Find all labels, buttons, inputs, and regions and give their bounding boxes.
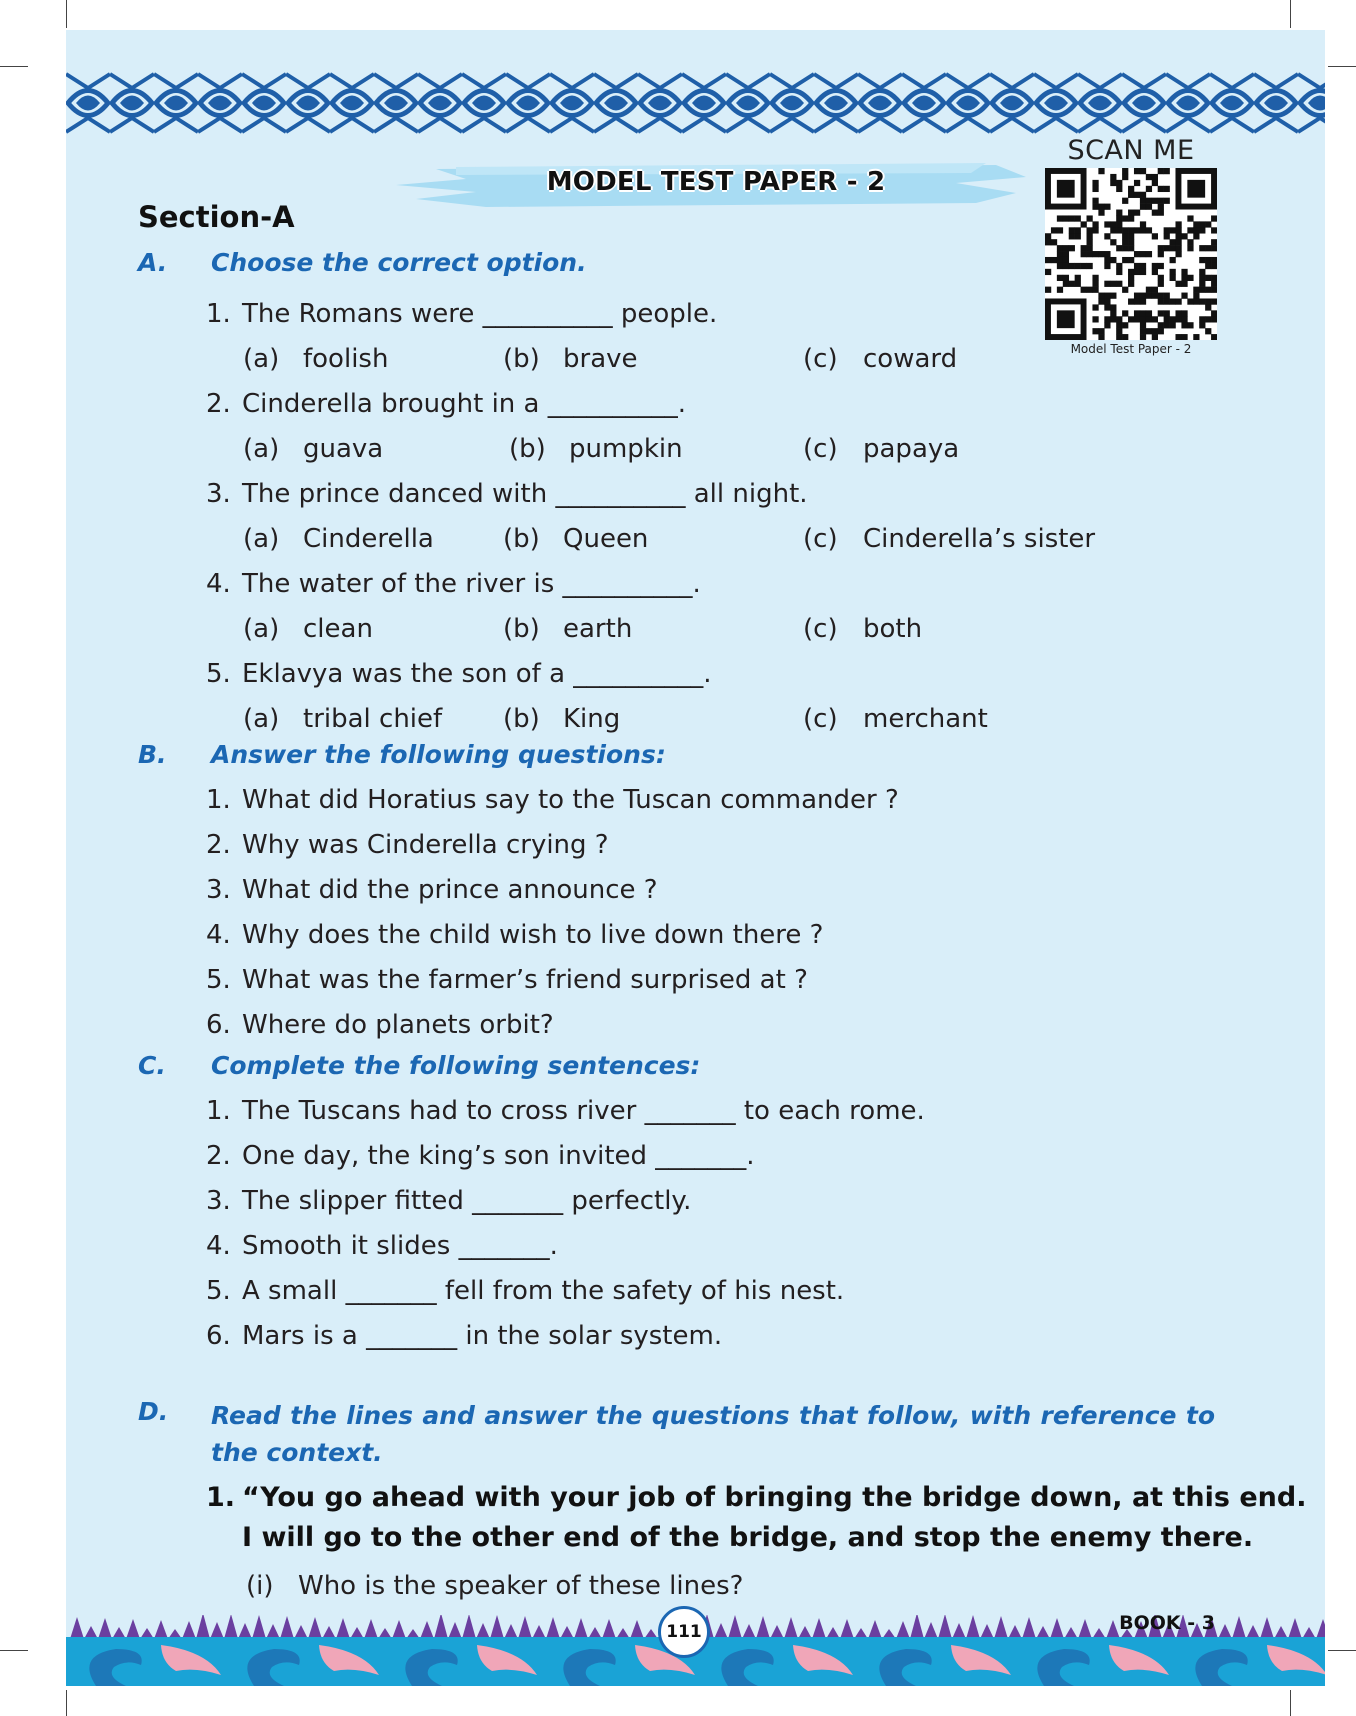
page-number: 111 — [658, 1606, 710, 1658]
question-text: Why does the child wish to live down there ? — [242, 920, 824, 950]
question-text: Why was Cinderella crying ? — [242, 830, 609, 860]
crop-mark — [66, 0, 67, 28]
section-heading-text: Choose the correct option. — [211, 248, 587, 277]
border-motif — [506, 74, 550, 132]
scan-me-label: SCAN ME — [1067, 135, 1195, 166]
crop-mark — [1328, 1650, 1356, 1651]
option-label: (b) — [509, 434, 546, 464]
question-number: 1. — [206, 1096, 231, 1126]
page-title: MODEL TEST PAPER - 2 — [546, 167, 886, 197]
option-value: King — [563, 704, 621, 734]
section-letter: C. — [138, 1051, 166, 1080]
border-motif — [594, 74, 638, 132]
passage-line-2: I will go to the other end of the bridge, and stop the enemy there. — [242, 1522, 1254, 1553]
question-text: A small _______ fell from the safety of his nest. — [242, 1276, 845, 1306]
border-motif — [154, 74, 198, 132]
option-value: guava — [303, 434, 384, 464]
book-label: BOOK - 3 — [1119, 1612, 1215, 1634]
question-text: What did the prince announce ? — [242, 875, 658, 905]
question-text: Eklavya was the son of a __________. — [242, 659, 712, 689]
question-number: 1. — [206, 299, 231, 329]
option-label: (b) — [503, 614, 540, 644]
worksheet-page — [66, 30, 1325, 1686]
section-letter: D. — [138, 1397, 169, 1426]
crop-mark — [66, 1690, 67, 1716]
border-motif — [1122, 74, 1166, 132]
option-label: (a) — [243, 704, 280, 734]
qr-block — [1036, 135, 1226, 356]
option-label: (c) — [803, 704, 838, 734]
border-motif — [66, 74, 110, 132]
option-value: tribal chief — [303, 704, 443, 734]
question-number: 4. — [206, 569, 231, 599]
question-number: 4. — [206, 1231, 231, 1261]
question-number: 3. — [206, 479, 231, 509]
question-number: 2. — [206, 1141, 231, 1171]
qr-code[interactable] — [1045, 168, 1217, 340]
question-number: 3. — [206, 1186, 231, 1216]
option-label: (c) — [803, 614, 838, 644]
crop-mark — [1328, 66, 1356, 67]
option-value: Cinderella — [303, 524, 434, 554]
section-title: Section-A — [138, 200, 295, 234]
sub-question-label: (i) — [246, 1571, 274, 1601]
question-number: 2. — [206, 389, 231, 419]
option-value: merchant — [863, 704, 988, 734]
question-number: 5. — [206, 965, 231, 995]
question-number: 5. — [206, 659, 231, 689]
border-motif — [814, 74, 858, 132]
border-motif — [550, 74, 594, 132]
border-motif — [1078, 74, 1122, 132]
option-label: (a) — [243, 344, 280, 374]
border-motif — [902, 74, 946, 132]
option-value: clean — [303, 614, 373, 644]
section-heading-text: Answer the following questions: — [211, 740, 666, 769]
border-motif — [198, 74, 242, 132]
option-value: coward — [863, 344, 958, 374]
border-motif — [286, 74, 330, 132]
section-heading-text: Read the lines and answer the questions that follow, with reference to the context. — [211, 1401, 1215, 1467]
border-motif — [682, 74, 726, 132]
border-motif — [242, 74, 286, 132]
border-motif — [990, 74, 1034, 132]
question-text: The prince danced with __________ all night. — [242, 479, 808, 509]
passage-number: 1. — [206, 1482, 236, 1513]
border-motif — [638, 74, 682, 132]
option-label: (c) — [803, 524, 838, 554]
question-text: What did Horatius say to the Tuscan commander ? — [242, 785, 899, 815]
border-motif — [858, 74, 902, 132]
border-motif — [1210, 74, 1254, 132]
option-label: (a) — [243, 614, 280, 644]
border-motif — [110, 74, 154, 132]
crop-mark — [1290, 0, 1291, 28]
border-motif — [462, 74, 506, 132]
border-motif — [330, 74, 374, 132]
option-value: papaya — [863, 434, 960, 464]
option-label: (b) — [503, 524, 540, 554]
border-motif — [726, 74, 770, 132]
option-label: (b) — [503, 704, 540, 734]
question-number: 6. — [206, 1321, 231, 1351]
option-label: (a) — [243, 434, 280, 464]
border-motif — [418, 74, 462, 132]
crop-mark — [0, 1650, 28, 1651]
option-value: Cinderella’s sister — [863, 524, 1096, 554]
question-text: Smooth it slides _______. — [242, 1231, 558, 1261]
section-letter: B. — [138, 740, 167, 769]
section-letter: A. — [138, 248, 168, 277]
option-label: (c) — [803, 344, 838, 374]
option-value: pumpkin — [569, 434, 683, 464]
option-label: (c) — [803, 434, 838, 464]
question-number: 2. — [206, 830, 231, 860]
qr-caption: Model Test Paper - 2 — [1070, 342, 1192, 356]
border-motif — [770, 74, 814, 132]
option-label: (b) — [503, 344, 540, 374]
question-text: The Tuscans had to cross river _______ to each rome. — [242, 1096, 925, 1126]
option-value: both — [863, 614, 923, 644]
question-number: 3. — [206, 875, 231, 905]
sub-question-text: Who is the speaker of these lines? — [298, 1571, 744, 1601]
border-motif — [1034, 74, 1078, 132]
border-motif — [1254, 74, 1298, 132]
question-number: 4. — [206, 920, 231, 950]
option-label: (a) — [243, 524, 280, 554]
question-text: Cinderella brought in a __________. — [242, 389, 686, 419]
question-text: What was the farmer’s friend surprised at ? — [242, 965, 808, 995]
question-text: The Romans were __________ people. — [242, 299, 718, 329]
question-text: The slipper fitted _______ perfectly. — [242, 1186, 692, 1216]
crop-mark — [0, 66, 28, 67]
border-motif — [1166, 74, 1210, 132]
question-text: One day, the king’s son invited _______. — [242, 1141, 755, 1171]
option-value: Queen — [563, 524, 649, 554]
question-text: Where do planets orbit? — [242, 1010, 554, 1040]
question-number: 6. — [206, 1010, 231, 1040]
border-motif — [374, 74, 418, 132]
border-motif — [1298, 74, 1325, 132]
crop-mark — [1290, 1690, 1291, 1716]
border-motif — [946, 74, 990, 132]
question-text: The water of the river is __________. — [242, 569, 701, 599]
decorative-border — [66, 60, 1325, 146]
passage-line-1: “You go ahead with your job of bringing the bridge down, at this end. — [242, 1482, 1307, 1513]
question-number: 5. — [206, 1276, 231, 1306]
section-heading-text: Complete the following sentences: — [211, 1051, 701, 1080]
title-banner — [396, 137, 1036, 227]
option-value: foolish — [303, 344, 389, 374]
question-number: 1. — [206, 785, 231, 815]
option-value: earth — [563, 614, 633, 644]
question-text: Mars is a _______ in the solar system. — [242, 1321, 723, 1351]
option-value: brave — [563, 344, 638, 374]
